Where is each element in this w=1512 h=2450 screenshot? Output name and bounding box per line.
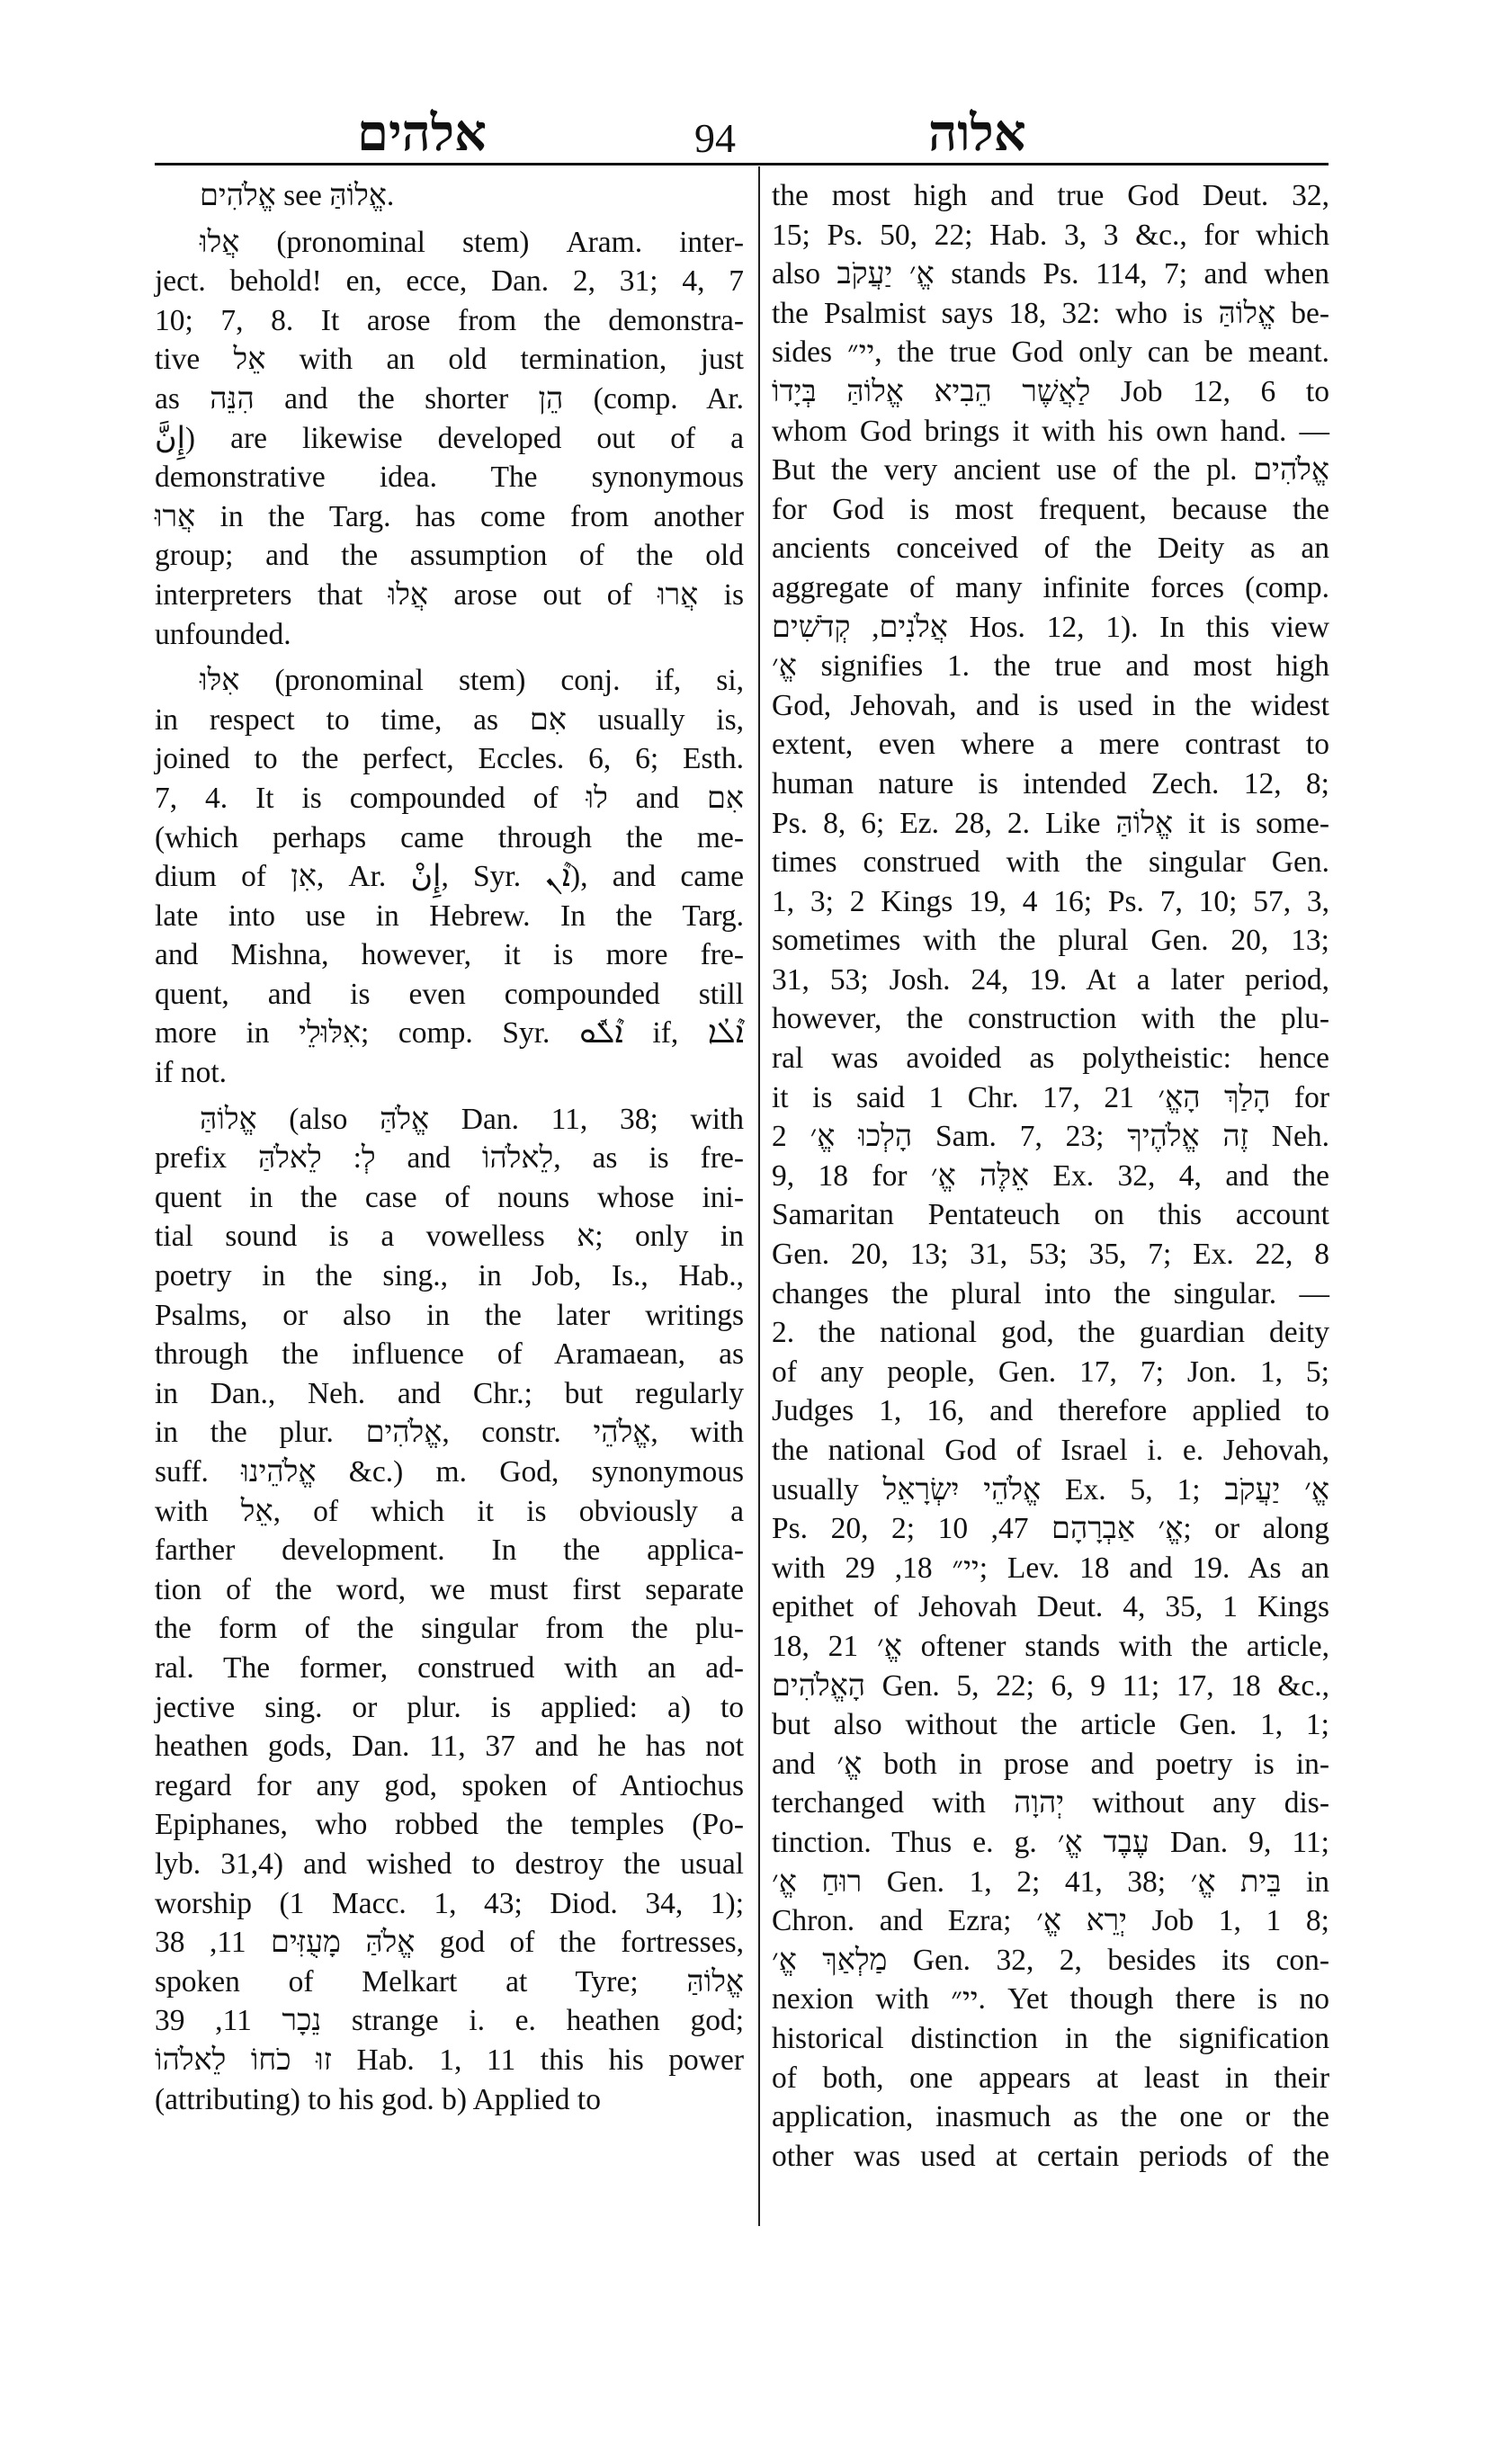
text-line: and אֱ׳ both in prose and poetry is in- <box>772 1747 1330 1781</box>
text-line: Epiphanes, who robbed the temples (Po- <box>155 1808 744 1842</box>
text-line: aggregate of many infinite forces (comp. <box>772 570 1329 604</box>
text-line: if not. <box>155 1056 228 1090</box>
text-line: whom God brings it with his own hand. — <box>772 414 1329 448</box>
text-line: 15; Ps. 50, 22; Hab. 3, 3 &c., for which <box>772 218 1329 252</box>
text-line: אֲרוּ in the Targ. has come from another <box>155 499 744 533</box>
text-line: terchanged with יְהוָה without any dis- <box>772 1786 1329 1820</box>
text-line: in the plur. אֱלֹהִים, constr. אֱלֹהֵי, with <box>155 1416 744 1450</box>
text-line: זוּ כֹחוֹ לֵאלֹהוֹ Hab. 1, 11 this his power <box>155 2043 744 2077</box>
entry-gap <box>155 654 744 661</box>
text-line: ral was avoided as polytheistic: hence <box>772 1042 1329 1076</box>
text-line: changes the plural into the singular. — <box>772 1276 1329 1310</box>
text-line: of any people, Gen. 17, 7; Jon. 1, 5; <box>772 1355 1329 1389</box>
text-line: of both, one appears at least in their <box>772 2061 1329 2095</box>
text-line: lyb. 31,4) and wished to destroy the usual <box>155 1846 744 1881</box>
text-line: tion of the word, we must first separate <box>155 1572 744 1606</box>
text-line: in respect to time, as אִם usually is, <box>155 702 744 737</box>
text-line: regard for any god, spoken of Antiochus <box>155 1768 744 1802</box>
text-line: the form of the singular from the plu- <box>155 1612 744 1646</box>
text-line: heathen gods, Dan. 11, 37 and he has not <box>155 1730 744 1764</box>
right-column <box>772 176 1329 2176</box>
text-line: Samaritan Pentateuch on this account <box>772 1198 1329 1232</box>
text-line: sometimes with the plural Gen. 20, 13; <box>772 924 1329 958</box>
text-line: נֵכָר 11, 39 strange i. e. heathen god; <box>155 2004 745 2038</box>
text-line: 31, 53; Josh. 24, 19. At a later period, <box>772 962 1329 997</box>
text-line: but also without the article Gen. 1, 1; <box>772 1708 1329 1742</box>
text-line: other was used at certain periods of the <box>772 2139 1329 2173</box>
text-line: הָלְכוּ אֱ׳ 2 Sam. 7, 23; זֶה אֱלֹהֶיךָ Neh. <box>772 1120 1329 1154</box>
text-line: tive אֵל with an old termination, just <box>155 343 744 377</box>
text-line: application, inasmuch as the one or the <box>772 2100 1329 2134</box>
text-line: times construed with the singular Gen. <box>772 845 1329 880</box>
text-line: in Dan., Neh. and Chr.; but regularly <box>155 1376 744 1410</box>
text-line: prefix לְ: לֵאלֹהַּ and לֵאלֹהוֹ, as is fre- <box>155 1141 745 1176</box>
text-line: it is said 1 Chr. 17, 21 הָלַךְ הָאֱ׳ for <box>772 1080 1329 1114</box>
text-line: אִלּוּ (pronominal stem) conj. if, si, <box>200 664 744 698</box>
text-line: unfounded. <box>155 617 291 651</box>
text-line: 10; 7, 8. It arose from the demonstra- <box>155 303 744 337</box>
text-line: ral. The former, construed with an ad- <box>155 1650 744 1685</box>
text-line: and Mishna, however, it is more fre- <box>155 938 744 972</box>
text-line: אֲלֹנִים, קְדֹשִׁים Hos. 12, 1). In this view <box>772 610 1329 644</box>
text-line: demonstrative idea. The synonymous <box>155 460 744 495</box>
text-line: (which perhaps came through the me- <box>155 820 744 854</box>
text-line: also אֱ׳ יַעֲקֹב stands Ps. 114, 7; and when <box>772 257 1330 291</box>
text-line: extent, even where a mere contrast to <box>772 728 1329 762</box>
text-line: אֱלוֹהַּ (also אֱלֹהַּ Dan. 11, 38; with <box>200 1102 745 1136</box>
text-line: dium of אִן, Ar. إِنْ, Syr. ܐܶܢ), and came <box>155 860 744 894</box>
text-line: the Psalmist says 18, 32: who is אֱלוֹהַּ be- <box>772 296 1329 330</box>
text-line: nexion with יי״. Yet though there is no <box>772 1982 1330 2016</box>
text-line: group; and the assumption of the old <box>155 539 744 573</box>
text-line: however, the construction with the plu- <box>772 1002 1329 1036</box>
dictionary-entry <box>155 223 744 655</box>
text-line: tinction. Thus e. g. עֶבֶד אֱ׳ Dan. 9, 11; <box>772 1825 1329 1859</box>
dictionary-entry <box>155 176 744 216</box>
text-line: 2. the national god, the guardian deity <box>772 1316 1329 1350</box>
text-line: إِنَّ) are likewise developed out of a <box>155 421 744 455</box>
text-line: with אֵל, of which it is obviously a <box>155 1494 744 1528</box>
dictionary-entry <box>155 661 744 1093</box>
right-guide-word: אלוה <box>928 103 1026 163</box>
text-line: more in אִלּוּלֵי; comp. Syr. ܐܶܠܽܘ if, ܐܶܠܳܐ <box>155 1016 744 1051</box>
entry-gap <box>155 216 744 223</box>
entry-gap <box>155 1093 744 1100</box>
text-line: רוּחַ אֱ׳ Gen. 1, 2; 41, 38; בֵּית אֱ׳ in <box>772 1864 1330 1899</box>
text-line: (attributing) to his god. b) Applied to <box>155 2082 601 2116</box>
text-line: interpreters that אֲלוּ arose out of אֲרוּ is <box>155 577 744 612</box>
text-line: the most high and true God Deut. 32, <box>772 179 1329 212</box>
text-line: quent, and is even compounded still <box>155 977 744 1011</box>
text-line: Ps. 20, 2; אֱ׳ אַבְרָהָם 47, 10; or along <box>772 1512 1330 1546</box>
text-line: epithet of Jehovah Deut. 4, 35, 1 Kings <box>772 1590 1329 1624</box>
text-line: ancients conceived of the Deity as an <box>772 532 1329 566</box>
text-line: אֱלֹהַּ מָעֻזִּים 11, 38 god of the fortresses, <box>155 1926 744 1960</box>
left-column <box>155 176 744 2119</box>
text-line: with יי״ 18, 29; Lev. 18 and 19. As an <box>772 1551 1329 1585</box>
text-line: Ps. 8, 6; Ez. 28, 2. Like אֱלוֹהַּ it is some- <box>772 806 1330 840</box>
text-line: historical distinction in the signification <box>772 2021 1329 2055</box>
text-line: But the very ancient use of the pl. אֱלֹהִים <box>772 453 1329 487</box>
text-line: אֲלוּ (pronominal stem) Aram. inter- <box>200 225 744 259</box>
dictionary-entry <box>155 1100 744 2119</box>
text-line: מַלְאַךְ אֱ׳ Gen. 32, 2, besides its con- <box>772 1943 1329 1977</box>
text-line: poetry in the sing., in Job, Is., Hab., <box>155 1259 744 1293</box>
text-line: late into use in Hebrew. In the Targ. <box>155 899 744 933</box>
text-line: usually אֱלֹהֵי יִשְׂרָאֵל Ex. 5, 1; אֱ׳ יַעֲקֹב <box>772 1472 1329 1507</box>
text-line: 1, 3; 2 Kings 19, 4 16; Ps. 7, 10; 57, 3, <box>772 884 1329 918</box>
left-guide-word: אלהים <box>357 103 487 163</box>
text-line: through the influence of Aramaean, as <box>155 1337 744 1372</box>
text-line: 18, 21 אֱ׳ oftener stands with the article, <box>772 1629 1329 1663</box>
text-line: Gen. 20, 13; 31, 53; 35, 7; Ex. 22, 8 <box>772 1238 1329 1272</box>
text-line: Judges 1, 16, and therefore applied to <box>772 1394 1329 1428</box>
page-header <box>155 103 1329 163</box>
text-line: spoken of Melkart at Tyre; אֱלוֹהַּ <box>155 1964 744 1998</box>
text-line: 9, 18 for אֵלֶּה אֱ׳ Ex. 32, 4, and the <box>772 1158 1330 1193</box>
text-line: the national God of Israel i. e. Jehovah, <box>772 1434 1329 1467</box>
text-line: Chron. and Ezra; יְרֵא אֱ׳ Job 1, 1 8; <box>772 1904 1329 1938</box>
text-line: suff. אֱלֹהֵינוּ &c.) m. God, synonymous <box>155 1455 744 1489</box>
text-line: לַאֲשֶׁר הֵבִיא אֱלוֹהַּ בְּיָדוֹ Job 12, 6 to <box>772 374 1329 408</box>
text-line: worship (1 Macc. 1, 43; Diod. 34, 1); <box>155 1886 744 1920</box>
text-line: אֱלֹהִים see אֱלוֹהַּ. <box>200 179 395 212</box>
text-line: הָאֱלֹהִים Gen. 5, 22; 6, 9 11; 17, 18 &c., <box>772 1668 1329 1703</box>
text-line: for God is most frequent, because the <box>772 492 1329 526</box>
text-line: tial sound is a vowelless א; only in <box>155 1220 744 1254</box>
text-line: jective sing. or plur. is applied: a) to <box>155 1690 744 1724</box>
header-rule <box>155 163 1329 165</box>
page-number: 94 <box>694 115 736 161</box>
text-line: human nature is intended Zech. 12, 8; <box>772 766 1329 800</box>
text-line: Psalms, or also in the later writings <box>155 1298 744 1332</box>
text-line: 7, 4. It is compounded of לוּ and אִם <box>155 781 745 815</box>
text-line: אֱ׳ signifies 1. the true and most high <box>772 649 1329 684</box>
text-line: farther development. In the applica- <box>155 1533 744 1568</box>
text-line: ject. behold! en, ecce, Dan. 2, 31; 4, 7 <box>155 264 744 299</box>
column-divider <box>758 166 760 2226</box>
text-line: quent in the case of nouns whose ini- <box>155 1180 744 1214</box>
text-line: God, Jehovah, and is used in the widest <box>772 688 1329 722</box>
text-line: as הִנֵּה and the shorter הֵן (comp. Ar. <box>155 381 745 416</box>
text-line: sides יי״, the true God only can be meant. <box>772 335 1330 370</box>
text-line: joined to the perfect, Eccles. 6, 6; Esth. <box>155 742 744 776</box>
